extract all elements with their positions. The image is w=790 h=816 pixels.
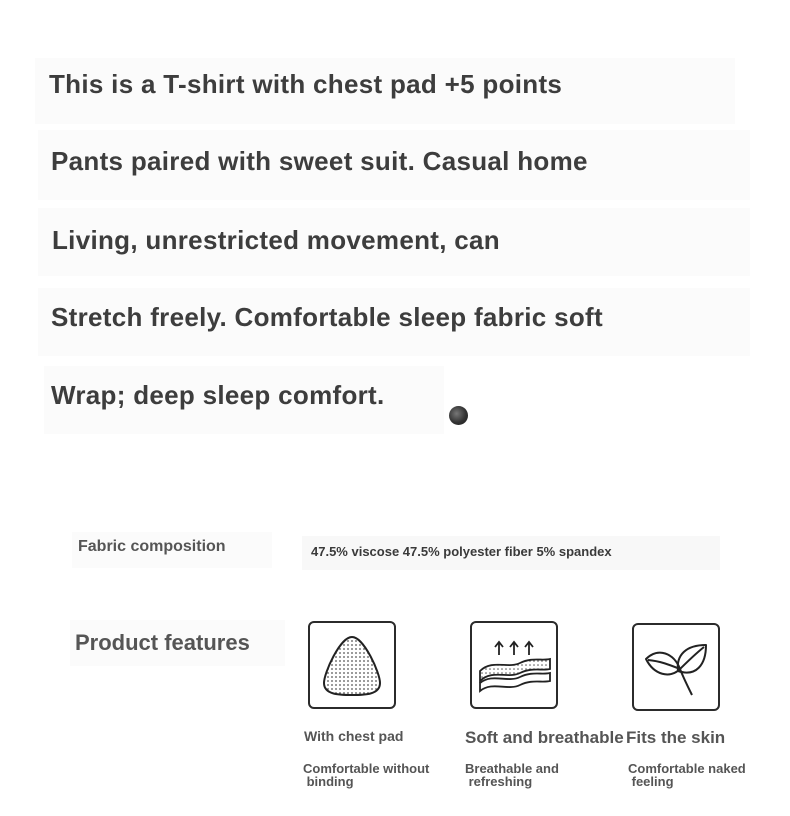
intro-line-1: This is a T-shirt with chest pad +5 points <box>49 69 563 99</box>
fabric-value: 47.5% viscose 47.5% polyester fiber 5% spandex <box>311 544 612 559</box>
intro-line-3: Living, unrestricted movement, can <box>52 225 500 255</box>
feature-desc-line: Comfortable naked <box>628 761 746 776</box>
bullet-dot <box>449 406 468 425</box>
feature-desc-line: refreshing <box>465 774 533 789</box>
features-label: Product features <box>75 630 250 655</box>
leaf-icon <box>632 623 720 711</box>
intro-line-4: Stretch freely. Comfortable sleep fabric soft <box>51 302 603 332</box>
feature-title-chest-pad: With chest pad <box>304 728 404 744</box>
intro-line-5: Wrap; deep sleep comfort. <box>51 380 385 410</box>
breathable-fabric-icon <box>470 621 558 709</box>
feature-title-breathable: Soft and breathable <box>465 728 624 747</box>
feature-desc-line: binding <box>303 774 354 789</box>
feature-desc-skin <box>628 762 790 788</box>
chest-pad-icon <box>308 621 396 709</box>
feature-desc-chest-pad <box>303 762 473 788</box>
intro-line-2: Pants paired with sweet suit. Casual home <box>51 146 588 176</box>
feature-title-skin: Fits the skin <box>626 728 726 747</box>
fabric-label: Fabric composition <box>78 538 226 555</box>
feature-desc-line: Comfortable without <box>303 761 430 776</box>
feature-desc-line: Breathable and <box>465 761 559 776</box>
feature-desc-breathable <box>465 762 635 788</box>
feature-desc-line: feeling <box>628 774 674 789</box>
